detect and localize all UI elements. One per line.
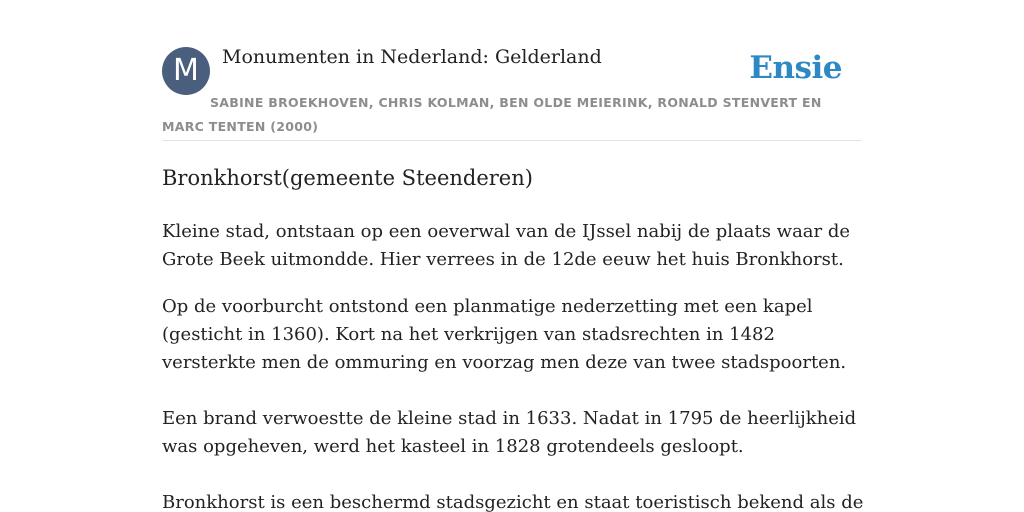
avatar[interactable]: M	[162, 47, 210, 95]
brand-logo[interactable]: Ensie	[749, 50, 842, 86]
article-title: Bronkhorst(gemeente Steenderen)	[162, 166, 533, 190]
article-body	[162, 162, 867, 512]
paragraph: Bronkhorst is een beschermd stadsgezicht en staat toeristisch bekend als de	[162, 492, 864, 512]
authors-line: SABINE BROEKHOVEN, CHRIS KOLMAN, BEN OLDE MEIERINK, RONALD STENVERT EN MARC TENTEN (2000)	[162, 95, 822, 134]
paragraph: Een brand verwoestte de kleine stad in 1633. Nadat in 1795 de heerlijkheid was opgeheven, werd het kasteel in 1828 grotendeels gesloopt.	[162, 408, 857, 457]
header	[162, 44, 862, 141]
paragraph: Kleine stad, ontstaan op een oeverwal van de IJssel nabij de plaats waar de Grote Beek uitmondde. Hier verrees in de 12de eeuw het huis Bronkhorst.	[162, 221, 851, 270]
paragraph: Op de voorburcht ontstond een planmatige nederzetting met een kapel (gesticht in 1360). Kort na het verkrijgen van stadsrechten in 1482 versterkte men de ommuring en voorzag men deze van twee stadspoorten.	[162, 296, 847, 373]
source-title[interactable]: Monumenten in Nederland: Gelderland	[222, 46, 602, 68]
